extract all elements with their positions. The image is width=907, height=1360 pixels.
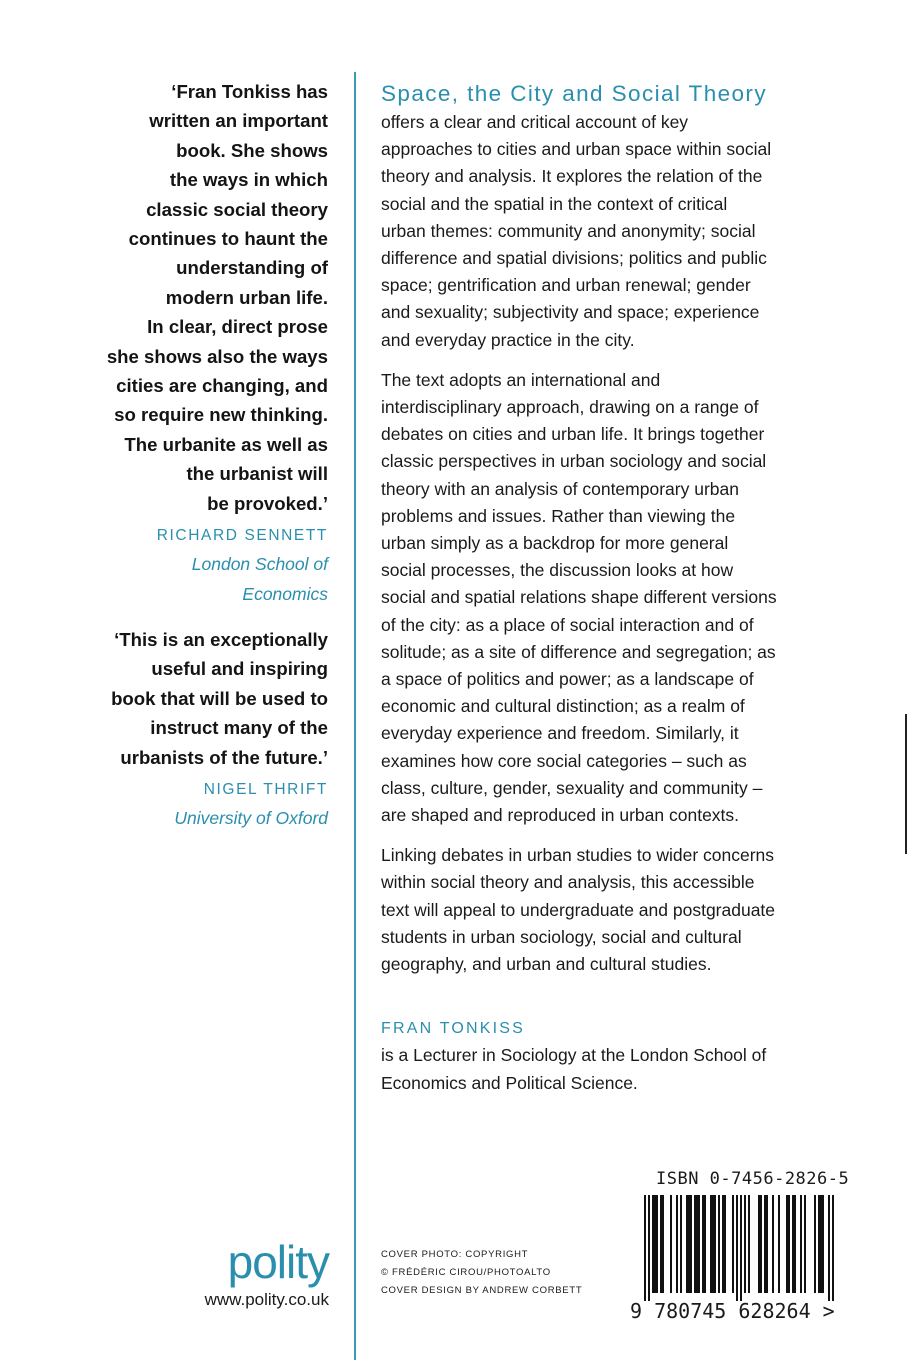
para-line: approaches to cities and urban space within social	[381, 139, 772, 160]
barcode-bar	[648, 1195, 650, 1301]
barcode-bar	[688, 1195, 690, 1293]
barcode-bar	[676, 1195, 678, 1293]
cover-credits	[381, 1246, 582, 1300]
quote-line: classic social theory	[146, 198, 328, 220]
barcode-icon	[630, 1195, 848, 1301]
para-line: and sexuality; subjectivity and space; experience	[381, 302, 760, 323]
endorsement-2	[60, 625, 328, 833]
para-line: Linking debates in urban studies to wider concerns	[381, 845, 775, 866]
para-line: are shaped and reproduced in urban contexts.	[381, 805, 740, 826]
quote-line: the urbanist will	[186, 463, 328, 485]
institution-line: Economics	[242, 583, 328, 604]
description-paragraph-2	[381, 367, 831, 829]
barcode-bar	[788, 1195, 790, 1293]
para-line: social and spatial relations shape different versions	[381, 587, 777, 608]
barcode-bar	[732, 1195, 734, 1293]
quote-line: ‘This is an exceptionally	[114, 629, 328, 650]
barcode-bar	[712, 1195, 714, 1293]
barcode-bar	[736, 1195, 738, 1301]
quote-line: urbanists of the future.’	[120, 746, 328, 768]
barcode-bar	[704, 1195, 706, 1293]
para-line: class, culture, gender, sexuality and community –	[381, 777, 763, 798]
bio-line: is a Lecturer in Sociology at the London School of	[381, 1045, 767, 1066]
institution-line: London School of	[191, 554, 328, 575]
column-divider	[354, 72, 356, 1360]
barcode-bar	[644, 1195, 646, 1301]
endorser-institution	[60, 550, 328, 609]
quote-line: In clear, direct prose	[147, 316, 328, 338]
polity-logo: polity	[227, 1236, 329, 1288]
barcode-bar	[652, 1195, 654, 1293]
para-line: within social theory and analysis, this accessible	[381, 872, 755, 893]
barcode-bar	[740, 1195, 742, 1301]
author-bio-text	[381, 1042, 831, 1096]
barcode-bar	[694, 1195, 696, 1293]
endorsement-quote	[60, 625, 328, 772]
barcode-bar	[696, 1195, 698, 1293]
barcode-bar	[760, 1195, 762, 1293]
quote-line: she shows also the ways	[106, 345, 328, 367]
quote-line: instruct many of the	[150, 717, 328, 739]
para-line: social and the spatial in the context of critical	[381, 193, 728, 214]
quote-line: book. She shows	[176, 139, 328, 161]
quote-line: so require new thinking.	[114, 404, 328, 426]
para-line: theory with an analysis of contemporary urban	[381, 478, 739, 499]
book-title: Space, the City and Social Theory	[381, 81, 767, 106]
para-line: economic and cultural distinction; as a realm of	[381, 696, 745, 717]
barcode-bar	[792, 1195, 794, 1293]
quote-line: ‘Fran Tonkiss has	[171, 81, 328, 102]
para-line: a space of politics and power; as a landscape of	[381, 669, 754, 690]
credit-line: COVER DESIGN BY ANDREW CORBETT	[381, 1285, 583, 1296]
quote-line: the ways in which	[169, 169, 328, 191]
barcode-bar	[818, 1195, 820, 1293]
barcode-digits: 9 780745 628264 >	[630, 1299, 835, 1323]
para-line: urban simply as a backdrop for more general	[381, 533, 729, 554]
para-line: examines how core social categories – such as	[381, 750, 747, 771]
quote-line: written an important	[149, 110, 328, 132]
endorser-name: NIGEL THRIFT	[203, 781, 328, 799]
para-line: solitude; as a site of difference and segregation; as	[381, 641, 776, 662]
para-line: text will appeal to undergraduate and postgraduate	[381, 899, 776, 920]
para-line: space; gentrification and urban renewal; gender	[381, 275, 751, 296]
para-line: debates on cities and urban life. It brings together	[381, 424, 765, 445]
isbn-text: ISBN 0-7456-2826-5	[656, 1169, 850, 1189]
quote-line: book that will be used to	[111, 687, 328, 709]
barcode-bar	[744, 1195, 746, 1293]
barcode-bar	[680, 1195, 682, 1293]
endorser-institution	[60, 804, 328, 833]
para-line: problems and issues. Rather than viewing the	[381, 505, 736, 526]
para-line: and everyday practice in the city.	[381, 329, 635, 350]
barcode-bar	[714, 1195, 716, 1293]
para-line: of the city: as a place of social interaction and of	[381, 614, 754, 635]
barcode-bar	[764, 1195, 766, 1293]
para-line: The text adopts an international and	[381, 369, 661, 390]
isbn-barcode	[630, 1165, 850, 1330]
barcode-bar	[766, 1195, 768, 1293]
barcode-bar	[722, 1195, 724, 1293]
quote-line: useful and inspiring	[151, 658, 328, 680]
description-paragraph-3	[381, 842, 831, 978]
para-line: interdisciplinary approach, drawing on a range of	[381, 397, 759, 418]
quote-line: be provoked.’	[207, 492, 328, 514]
barcode-bar	[698, 1195, 700, 1293]
barcode-bar	[786, 1195, 788, 1293]
credit-line: © FRÉDÉRIC CIROU/PHOTOALTO	[381, 1267, 551, 1278]
quote-line: The urbanite as well as	[124, 433, 328, 455]
credit-line: COVER PHOTO: COPYRIGHT	[381, 1249, 529, 1260]
book-description	[381, 79, 831, 1097]
barcode-bar	[758, 1195, 760, 1293]
barcode-bar	[718, 1195, 720, 1293]
barcode-bar	[800, 1195, 802, 1293]
barcode-bar	[662, 1195, 664, 1293]
barcode-bar	[794, 1195, 796, 1293]
para-line: geography, and urban and cultural studies.	[381, 954, 712, 975]
quote-line: understanding of	[176, 257, 328, 279]
barcode-bar	[690, 1195, 692, 1293]
endorser-name: RICHARD SENNETT	[156, 527, 328, 545]
barcode-bar	[748, 1195, 750, 1293]
bio-line: Economics and Political Science.	[381, 1072, 638, 1093]
barcode-bar	[822, 1195, 824, 1293]
barcode-bar	[702, 1195, 704, 1293]
publisher-website[interactable]: www.polity.co.uk	[204, 1290, 329, 1309]
quote-line: cities are changing, and	[116, 375, 328, 397]
barcode-bar	[654, 1195, 656, 1293]
barcode-bar	[710, 1195, 712, 1293]
barcode-bar	[724, 1195, 726, 1293]
endorsement-quote	[60, 77, 328, 518]
para-line: theory and analysis. It explores the relation of the	[381, 166, 763, 187]
endorsement-1	[60, 77, 328, 609]
description-paragraph-1	[381, 109, 831, 354]
para-line: offers a clear and critical account of key	[381, 112, 689, 132]
author-bio	[381, 1016, 831, 1096]
barcode-bar	[656, 1195, 658, 1293]
quote-line: continues to haunt the	[128, 228, 328, 250]
para-line: social processes, the discussion looks at how	[381, 560, 734, 581]
para-line: students in urban sociology, social and cultural	[381, 926, 742, 947]
barcode-bar	[804, 1195, 806, 1293]
barcode-bar	[832, 1195, 834, 1301]
barcode-bar	[814, 1195, 816, 1293]
barcode-bar	[670, 1195, 672, 1293]
barcode-bar	[686, 1195, 688, 1293]
barcode-bar	[772, 1195, 774, 1293]
quote-line: modern urban life.	[165, 286, 328, 308]
barcode-bar	[820, 1195, 822, 1293]
para-line: everyday experience and freedom. Similarly, it	[381, 723, 739, 744]
barcode-bar	[778, 1195, 780, 1293]
barcode-bar	[828, 1195, 830, 1301]
barcode-bar	[660, 1195, 662, 1293]
para-line: urban themes: community and anonymity; social	[381, 220, 756, 241]
institution-line: University of Oxford	[174, 808, 328, 829]
para-line: difference and spatial divisions; politics and public	[381, 248, 767, 269]
author-name: FRAN TONKISS	[381, 1020, 526, 1038]
para-line: classic perspectives in urban sociology and social	[381, 451, 767, 472]
